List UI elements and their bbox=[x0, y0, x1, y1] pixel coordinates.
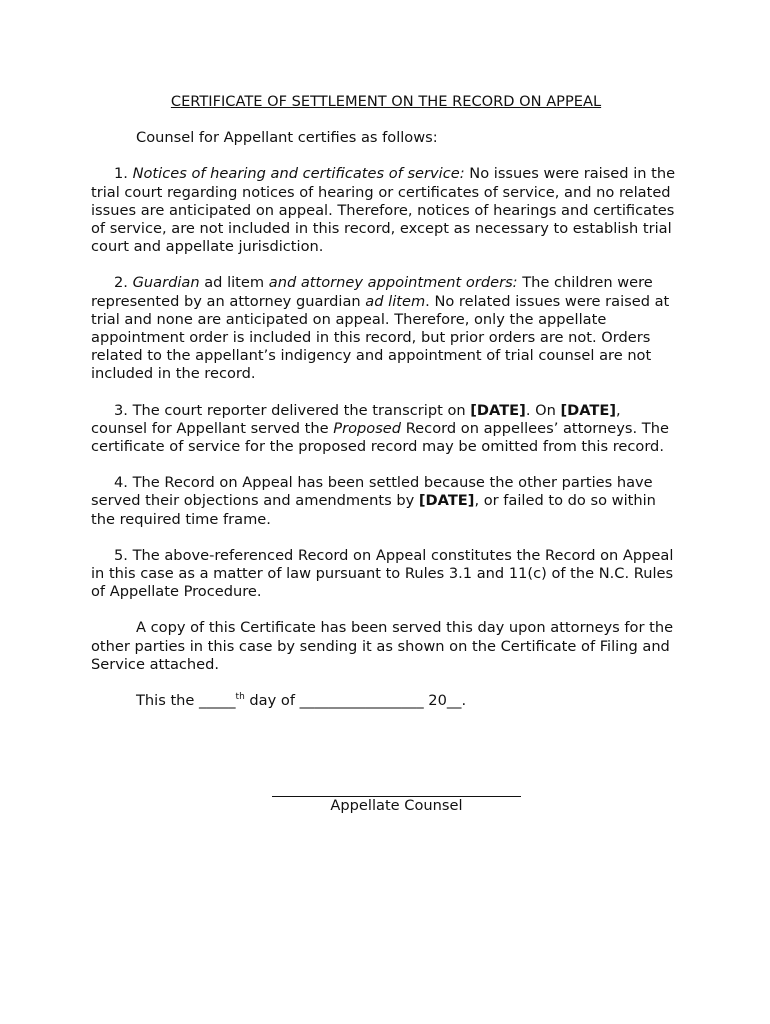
document-title: CERTIFICATE OF SETTLEMENT ON THE RECORD ON APPEAL bbox=[170, 93, 602, 110]
date-line-suffix: day of _________________ 20__. bbox=[244, 692, 467, 710]
date-line bbox=[91, 692, 681, 710]
service-paragraph: A copy of this Certificate has been served this day upon attorneys for the other parties in this case by sending it as shown on the Certificate of Filing and Service attached. bbox=[91, 619, 674, 673]
item-4-number: 4. bbox=[114, 474, 128, 492]
intro-statement: Counsel for Appellant certifies as follows: bbox=[136, 129, 438, 147]
item-1-heading: Notices of hearing and certificates of service: bbox=[132, 165, 465, 183]
certificate-document bbox=[91, 93, 681, 710]
date-line-prefix: This the _____ bbox=[136, 692, 236, 710]
item-3-italic-term: Proposed bbox=[333, 419, 402, 437]
item-4 bbox=[91, 474, 681, 529]
item-3-number: 3. bbox=[114, 401, 128, 419]
item-1-number: 1. bbox=[114, 165, 128, 183]
item-2-heading-a: Guardian bbox=[132, 274, 200, 292]
item-2-italic-term: ad litem bbox=[365, 292, 426, 310]
signature-block bbox=[272, 796, 521, 815]
item-3-text-d: Record on appellees’ attorneys. The certificate of service for the proposed record may be omitted from this record. bbox=[91, 419, 669, 456]
item-2-text-a: ad litem bbox=[199, 274, 269, 292]
item-4-text-a: The Record on Appeal has been settled because the other parties have served their objections and amendments by bbox=[91, 474, 653, 510]
item-2-number: 2. bbox=[114, 274, 128, 292]
item-2-heading-b: and attorney appointment orders: bbox=[268, 274, 518, 292]
item-4-date: [DATE] bbox=[418, 492, 475, 510]
item-3 bbox=[91, 402, 681, 457]
item-5 bbox=[91, 547, 681, 602]
item-1-text: No issues were raised in the trial court regarding notices of hearing or certificates of service, and no related issues are anticipated on appeal. Therefore, notices of hearings and certificates of service, are not included in this record, except as necessary to establish trial court and appellate jurisdiction. bbox=[91, 165, 676, 256]
date-line-superscript: th bbox=[235, 692, 245, 703]
item-5-number: 5. bbox=[114, 546, 128, 564]
item-2-text-b: The children were represented by an attorney guardian bbox=[91, 274, 653, 310]
item-2 bbox=[91, 274, 681, 383]
item-2-text-c: . No related issues were raised at trial and none are anticipated on appeal. Therefore, only the appellate appointment order is included in this record, but prior orders are not. Orders related to the appellant’s indigency and appointment of trial counsel are not included in the record. bbox=[91, 292, 670, 383]
signature-label: Appellate Counsel bbox=[330, 797, 463, 814]
item-3-date-1: [DATE] bbox=[470, 401, 526, 419]
item-3-text-b: . On bbox=[525, 401, 561, 419]
item-3-text-c: , counsel for Appellant served the bbox=[91, 401, 621, 437]
item-3-date-2: [DATE] bbox=[560, 401, 617, 419]
item-5-text: The above-referenced Record on Appeal constitutes the Record on Appeal in this case as a matter of law pursuant to Rules 3.1 and 11(c) of the N.C. Rules of Appellate Procedure. bbox=[91, 546, 674, 601]
item-1 bbox=[91, 165, 681, 256]
item-3-text-a: The court reporter delivered the transcript on bbox=[127, 401, 471, 419]
item-4-text-b: , or failed to do so within the required time frame. bbox=[91, 492, 656, 528]
